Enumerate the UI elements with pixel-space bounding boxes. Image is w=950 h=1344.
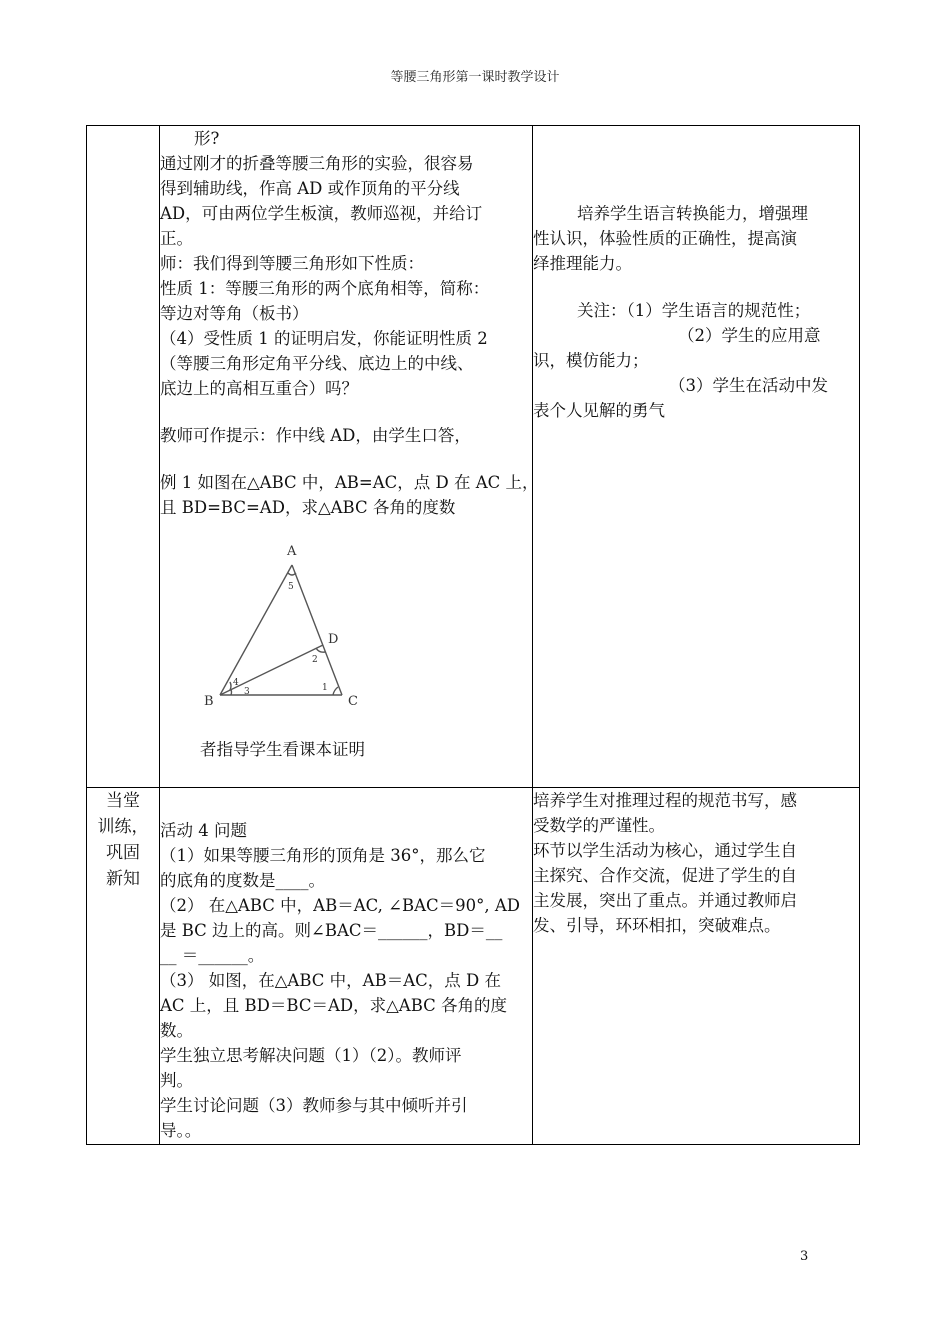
text-line: 导。。	[160, 1120, 202, 1140]
text-line: 发、引导，环环相扣，突破难点。	[533, 915, 781, 935]
vertex-label-a: A	[287, 544, 297, 559]
angle-label-2: 2	[312, 655, 318, 665]
text-line: （4）受性质 1 的证明启发，你能证明性质 2	[160, 329, 488, 348]
table-row	[87, 787, 860, 1144]
text-line: 主探究、合作交流，促进了学生的自	[533, 865, 797, 885]
vertex-label-c: C	[348, 694, 358, 709]
text-line: 数。	[160, 1020, 193, 1040]
text-line: 是 BC 边上的高。则∠BAC＝______，BD＝__	[160, 920, 503, 940]
text-line: 主发展，突出了重点。并通过教师启	[533, 890, 797, 910]
text-line: __ ＝______。	[160, 945, 265, 965]
text-line: 表个人见解的勇气	[533, 401, 665, 420]
angle-label-3: 3	[244, 687, 250, 697]
row2-right-cell	[533, 787, 860, 1144]
triangle-figure	[200, 539, 378, 721]
text-line: 等边对等角（板书）	[160, 304, 309, 323]
angle-label-4: 4	[233, 678, 239, 688]
text-line: 通过刚才的折叠等腰三角形的实验，很容易	[160, 154, 474, 173]
text-line: 学生独立思考解决问题（1）（2）。教师评	[160, 1045, 462, 1065]
text-line: AC 上，且 BD＝BC＝AD，求△ABC 各角的度	[160, 995, 507, 1015]
vertex-label-b: B	[204, 694, 214, 709]
row1-right-cell	[533, 126, 860, 788]
text-line: 受数学的严谨性。	[533, 815, 665, 835]
text-line: 正。	[160, 229, 193, 248]
example-line: 且 BD=BC=AD，求△ABC 各角的度数	[160, 498, 456, 517]
text-line: （2）学生的应用意	[678, 326, 821, 345]
teacher-hint: 教师可作提示：作中线 AD，由学生口答，	[160, 426, 471, 445]
text-line: （3）学生在活动中发	[669, 376, 828, 395]
text-line: 性质 1：等腰三角形的两个底角相等，简称：	[160, 279, 490, 298]
angle-arc-1	[333, 687, 338, 695]
text-line: （3） 如图，在△ABC 中，AB＝AC，点 D 在	[160, 970, 501, 990]
angle-arc-3	[231, 690, 232, 695]
side-ab	[220, 565, 292, 695]
text-line: 底边上的高相互重合）吗？	[160, 379, 358, 398]
section-label: 当堂	[106, 790, 140, 811]
text-line: （等腰三角形定角平分线、底边上的中线、	[160, 354, 474, 373]
text-line: 环节以学生活动为核心，通过学生自	[533, 840, 797, 860]
text-line: 培养学生语言转换能力，增强理	[577, 204, 808, 223]
text-line: 学生讨论问题（3）教师参与其中倾听并引	[160, 1095, 468, 1115]
text-line: 形?	[194, 129, 220, 148]
angle-label-5: 5	[288, 582, 294, 592]
text-line: 关注：（1）学生语言的规范性；	[577, 301, 811, 320]
text-line: AD，可由两位学生板演，教师巡视，并给订	[160, 204, 483, 223]
figure-caption: 者指导学生看课本证明	[200, 740, 365, 759]
text-line: 得到辅助线，作高 AD 或作顶角的平分线	[160, 179, 460, 198]
text-line: 性认识，体验性质的正确性，提高演	[533, 229, 797, 248]
vertex-label-d: D	[328, 632, 339, 647]
text-line: 师：我们得到等腰三角形如下性质：	[160, 254, 424, 273]
text-line: 培养学生对推理过程的规范书写，感	[533, 790, 797, 810]
row2-left-cell	[87, 787, 160, 1144]
text-line: 识，模仿能力；	[533, 351, 649, 370]
text-line: （2） 在△ABC 中，AB＝AC, ∠BAC＝90°, AD	[160, 895, 521, 915]
example-line: 例 1 如图在△ABC 中，AB=AC，点 D 在 AC 上，	[160, 473, 539, 492]
text-line: 绎推理能力。	[533, 254, 632, 273]
row1-middle-cell	[160, 126, 539, 788]
angle-arc-5	[288, 573, 296, 575]
table-row	[87, 126, 860, 788]
text-line: 的底角的度数是____。	[160, 870, 325, 890]
row1-left-cell	[87, 126, 160, 788]
angle-label-1: 1	[322, 683, 328, 693]
text-line: （1）如果等腰三角形的顶角是 36°，那么它	[160, 845, 486, 865]
side-ac	[292, 565, 342, 695]
section-label: 巩固	[106, 842, 140, 863]
lesson-plan-table	[86, 125, 860, 1145]
section-label: 训练，	[97, 816, 149, 837]
activity-title: 活动 4 问题	[160, 820, 247, 840]
row2-middle-cell	[160, 787, 533, 1144]
text-line: 判。	[160, 1070, 193, 1090]
page-header: 等腰三角形第一课时教学设计	[390, 70, 560, 85]
page-number: 3	[800, 1249, 809, 1264]
section-label: 新知	[106, 868, 140, 889]
angle-arc-4	[230, 682, 231, 690]
